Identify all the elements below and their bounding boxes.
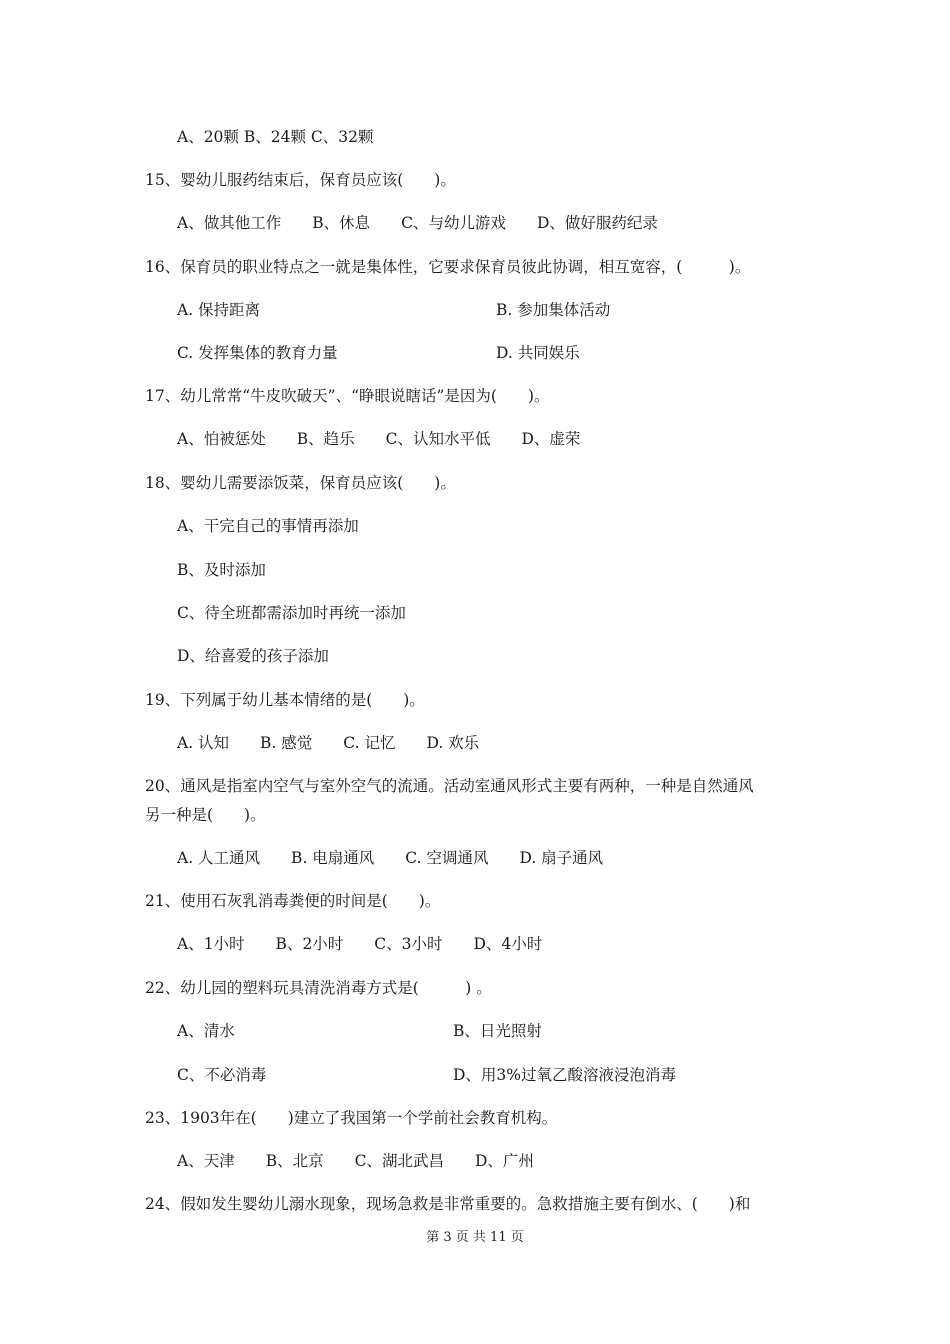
option-22c: C、不必消毒	[177, 1066, 267, 1084]
option-16c: C. 发挥集体的教育力量	[177, 344, 338, 362]
question-21: 21、使用石灰乳消毒粪便的时间是( )。	[145, 892, 441, 910]
question-15: 15、婴幼儿服药结束后，保育员应该( )。	[145, 171, 456, 189]
options-23: A、天津 B、北京 C、湖北武昌 D、广州	[177, 1152, 534, 1170]
option-22d: D、用3%过氧乙酸溶液浸泡消毒	[453, 1066, 677, 1084]
option-18b: B、及时添加	[177, 561, 266, 579]
option-18d: D、给喜爱的孩子添加	[177, 647, 329, 665]
options-17: A、怕被惩处 B、趋乐 C、认知水平低 D、虚荣	[177, 430, 581, 448]
option-line: A、20颗 B、24颗 C、32颗	[177, 128, 374, 146]
option-22a: A、清水	[177, 1022, 235, 1040]
option-16a: A. 保持距离	[177, 301, 261, 319]
question-22: 22、幼儿园的塑料玩具清洗消毒方式是( ) 。	[145, 979, 492, 997]
option-16b: B. 参加集体活动	[496, 301, 611, 319]
question-19: 19、下列属于幼儿基本情绪的是( )。	[145, 691, 425, 709]
options-19: A. 认知 B. 感觉 C. 记忆 D. 欢乐	[177, 734, 480, 752]
question-24: 24、假如发生婴幼儿溺水现象，现场急救是非常重要的。急救措施主要有倒水、( )和	[145, 1195, 751, 1213]
question-18: 18、婴幼儿需要添饭菜，保育员应该( )。	[145, 474, 456, 492]
option-18c: C、待全班都需添加时再统一添加	[177, 604, 406, 622]
question-20: 20、通风是指室内空气与室外空气的流通。活动室通风形式主要有两种，一种是自然通风	[145, 777, 754, 795]
option-16d: D. 共同娱乐	[496, 344, 580, 362]
question-17: 17、幼儿常常“牛皮吹破天”、“睁眼说瞎话”是因为( )。	[145, 387, 550, 405]
options-15: A、做其他工作 B、休息 C、与幼儿游戏 D、做好服药纪录	[177, 214, 658, 232]
options-21: A、1小时 B、2小时 C、3小时 D、4小时	[177, 935, 543, 953]
page-footer: 第 3 页 共 11 页	[426, 1230, 524, 1245]
options-20: A. 人工通风 B. 电扇通风 C. 空调通风 D. 扇子通风	[177, 849, 604, 867]
question-23: 23、1903年在( )建立了我国第一个学前社会教育机构。	[145, 1109, 558, 1127]
option-22b: B、日光照射	[453, 1022, 542, 1040]
question-16: 16、保育员的职业特点之一就是集体性，它要求保育员彼此协调，相互宽容，( )。	[145, 258, 751, 276]
question-20-cont: 另一种是( )。	[145, 806, 266, 824]
option-18a: A、干完自己的事情再添加	[177, 517, 359, 535]
